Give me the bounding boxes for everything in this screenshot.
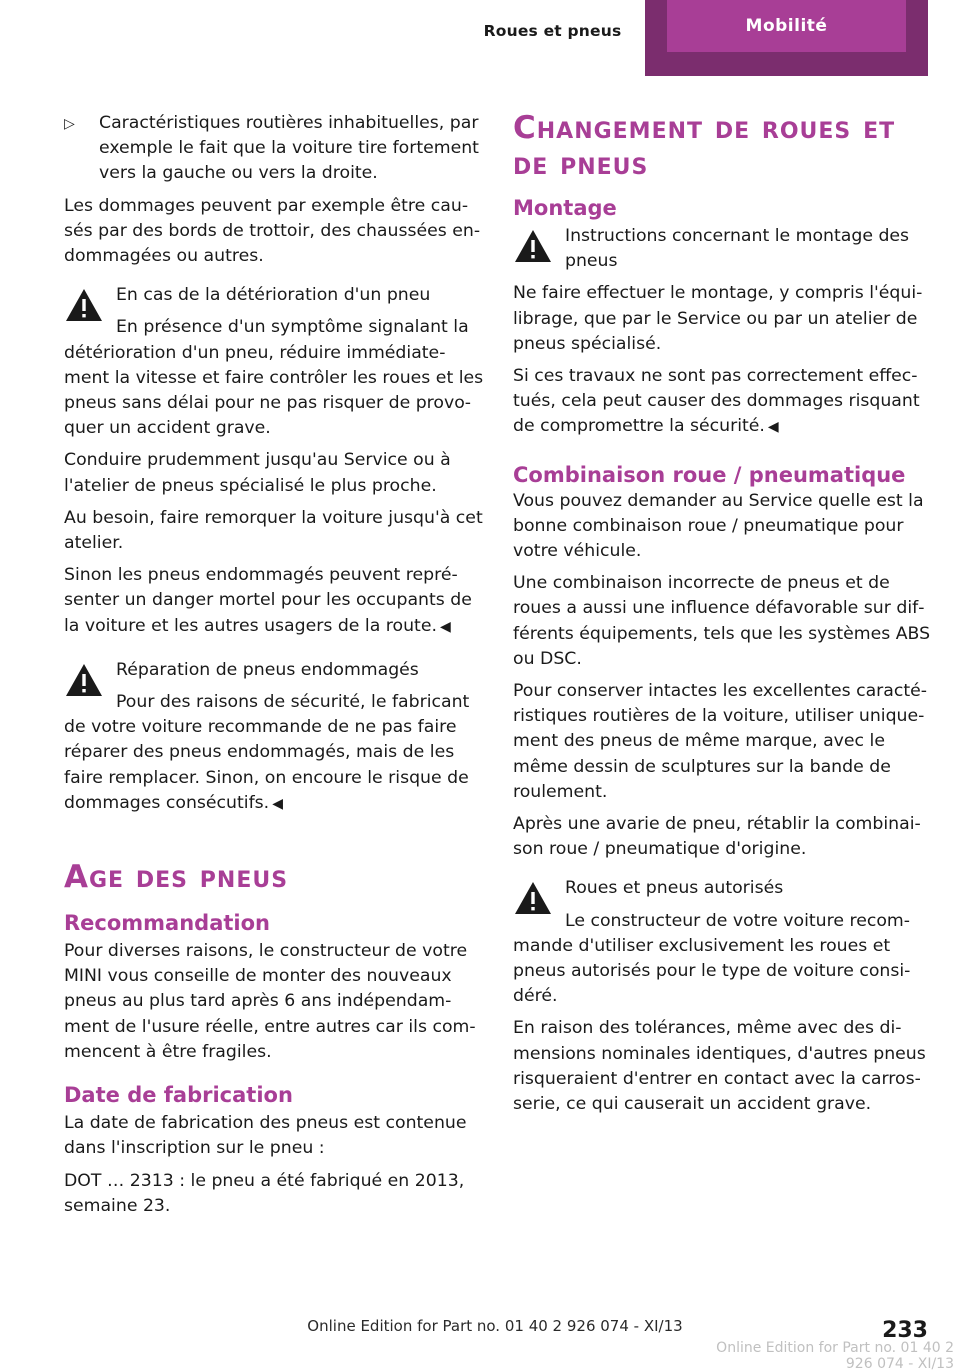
paragraph: La date de fabrication des pneus est contenue dans l'inscription sur le pneu :	[64, 1113, 467, 1159]
warning-title: En cas de la détérioration d'un pneu	[116, 285, 431, 306]
paragraph: Pour diverses raisons, le constructeur de votre MINI vous conseille de monter des nouveaux pneus au plus tard après 6 ans indépendam‐ment de l'usure réelle, entre autres car ils com‐mencent à être fragiles.	[64, 941, 476, 1062]
paragraph: Conduire prudemment jusqu'au Service ou à l'atelier de pneus spécialisé le plus proche.	[64, 450, 451, 496]
bullet-triangle-icon: ▷	[64, 116, 75, 132]
heading-age-des-pneus: Age des pneus	[64, 859, 289, 896]
warning-title: Instructions concernant le montage des pneus	[565, 226, 910, 272]
heading-recommandation: Recommandation	[64, 911, 270, 936]
paragraph: Pour conserver intactes les excellentes caracté‐ristiques routières de la voiture, utiliser unique‐ment des pneus de même marque, avec le même dessin de sculptures sur la bande de roulement.	[513, 681, 928, 802]
warning-icon	[64, 662, 104, 698]
warning-block	[513, 224, 933, 274]
heading-montage: Montage	[513, 196, 617, 220]
watermark: Online Edition for Part no. 01 40 2 926 074 - XI/13	[716, 1340, 954, 1372]
footer-edition: Online Edition for Part no. 01 40 2 926 074 - XI/13	[307, 1317, 683, 1335]
end-mark-icon: ◀	[272, 795, 283, 812]
paragraph: Vous pouvez demander au Service quelle est la bonne combinaison roue / pneumatique pour votre véhicule.	[513, 490, 924, 562]
header-tab-label: Mobilité	[667, 0, 906, 52]
paragraph	[64, 563, 484, 640]
paragraph: Les dommages peuvent par exemple être cau‐sés par des bords de trottoir, des chaussées en‐dommagées ou autres.	[64, 195, 481, 267]
paragraph: DOT … 2313 : le pneu a été fabriqué en 2013, semaine 23.	[64, 1170, 465, 1216]
end-mark-icon: ◀	[767, 419, 779, 436]
warning-title: Roues et pneus autorisés	[565, 878, 784, 899]
page-number: 233	[882, 1318, 928, 1343]
paragraph: En raison des tolérances, même avec des di‐mensions nominales identiques, d'autres pneus risqueraient d'entrer en contact avec la carros‐serie, ce qui causerait un accident grave.	[513, 1018, 926, 1115]
heading-combinaison: Combinaison roue / pneumatique	[513, 462, 906, 487]
bullet-text: Caractéristiques routières inhabituelles, par exemple le fait que la voiture tire fortement vers la gauche ou vers la droite.	[99, 113, 479, 184]
warning-text-content: Pour des raisons de sécurité, le fabricant de votre voiture recommande de ne pas faire réparer des pneus endommagés, mais de les faire remplacer. Sinon, on encoure le risque de dommages consécutifs.	[64, 692, 470, 813]
header-section-title: Roues et pneus	[483, 22, 622, 40]
warning-block	[513, 876, 933, 1009]
warning-text	[64, 690, 484, 817]
warning-icon	[513, 880, 553, 916]
paragraph: Ne faire effectuer le montage, y compris l'équi‐librage, que par le Service ou par un atelier de pneus spécialisé.	[513, 283, 923, 354]
warning-icon	[64, 287, 104, 323]
paragraph-text: Si ces travaux ne sont pas correctement effec‐tués, cela peut causer des dommages risquant de compromettre la sécurité.	[513, 366, 920, 437]
end-mark-icon: ◀	[439, 618, 451, 635]
paragraph-text: Sinon les pneus endommagés peuvent repré‐senter un danger mortel pour les occupants de la voiture et les autres usagers de la route.	[64, 565, 472, 636]
warning-text: Le constructeur de votre voiture recom‐mande d'utiliser exclusivement les roues et pneus autorisés pour le type de voiture consi‐déré.	[513, 910, 911, 1007]
paragraph: Au besoin, faire remorquer la voiture jusqu'à cet atelier.	[64, 507, 483, 554]
left-column	[64, 111, 484, 1226]
warning-icon	[513, 228, 553, 264]
paragraph	[513, 364, 933, 441]
heading-date-de-fabrication: Date de fabrication	[64, 1083, 293, 1108]
paragraph: Après une avarie de pneu, rétablir la combinai‐son roue / pneumatique d'origine.	[513, 814, 921, 860]
heading-changement: Changement de roues et de pneus	[513, 110, 896, 182]
list-item	[64, 111, 484, 187]
warning-title: Réparation de pneus endommagés	[116, 659, 419, 680]
paragraph: Une combinaison incorrecte de pneus et de roues a aussi une influence défavorable sur dif‐férents équipements, tels que les systèmes ABS ou DSC.	[513, 573, 931, 669]
warning-block	[64, 658, 484, 817]
right-column	[513, 110, 933, 1124]
warning-text: En présence d'un symptôme signalant la détérioration d'un pneu, réduire immédiate‐ment la vitesse et faire contrôler les roues et les pneus sans délai pour ne pas risquer de provo‐quer un accident grave.	[64, 317, 484, 439]
header-tab	[645, 0, 928, 76]
warning-block	[64, 283, 484, 441]
